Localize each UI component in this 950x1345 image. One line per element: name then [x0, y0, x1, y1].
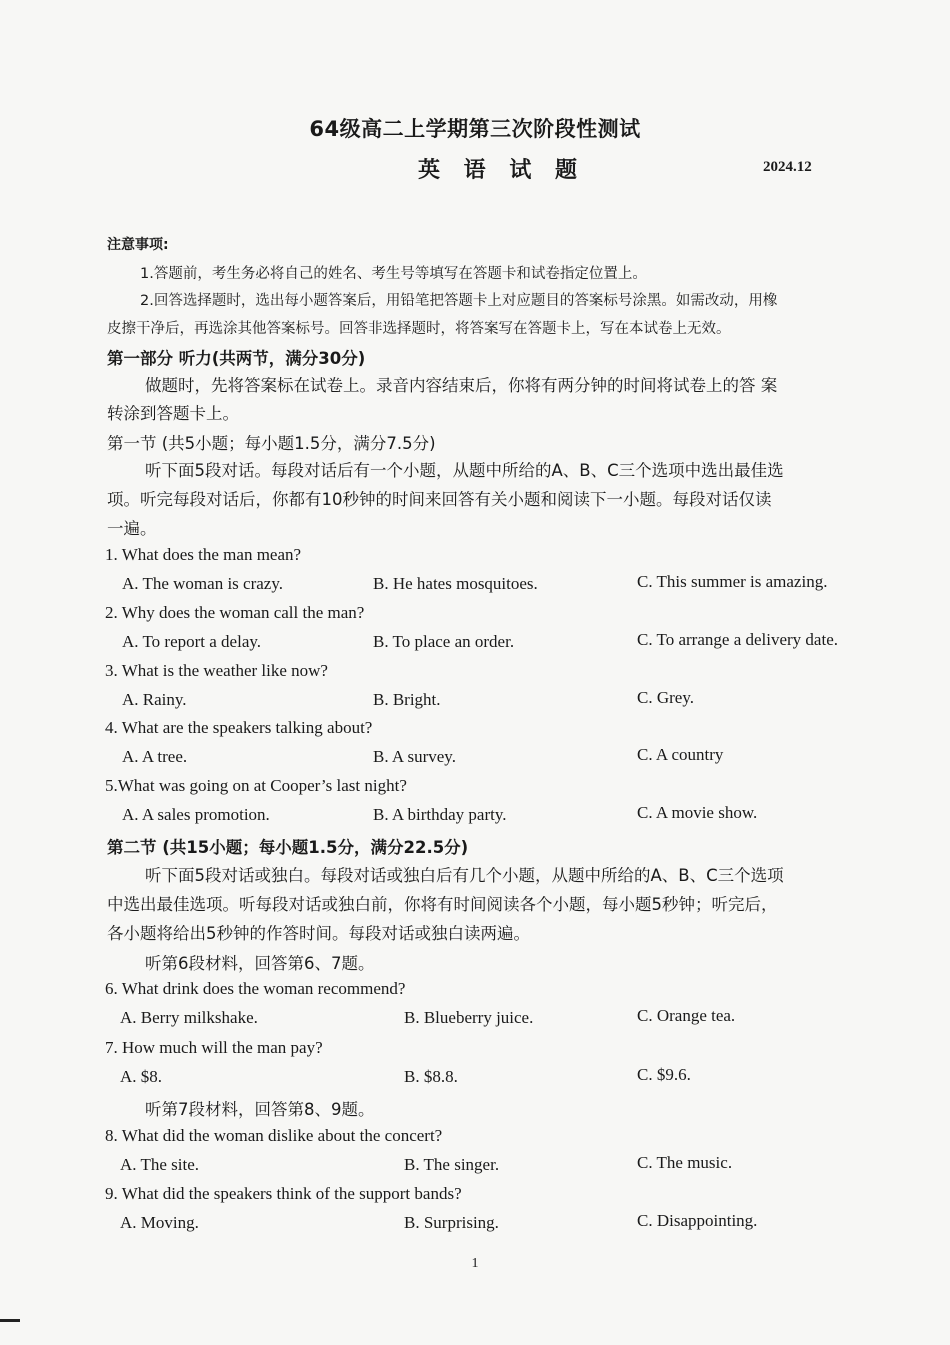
notice-item-2-line-1: 2.回答选择题时，选出每小题答案后，用铅笔把答题卡上对应题目的答案标号涂黑。如需改动，用橡	[140, 293, 778, 309]
question-stem: 2. Why does the woman call the man?	[105, 603, 365, 622]
section2-instruction-line-3: 各小题将给出5秒钟的作答时间。每段对话或独白读两遍。	[107, 924, 530, 943]
material-6-note: 听第6段材料，回答第6、7题。	[145, 954, 375, 973]
scan-edge-mark	[0, 1319, 20, 1322]
option-c: C. To arrange a delivery date.	[637, 630, 838, 649]
notice-item-1: 1.答题前，考生务必将自己的姓名、考生号等填写在答题卡和试卷指定位置上。	[140, 266, 647, 282]
option-b: B. Bright.	[373, 690, 441, 709]
option-b: B. To place an order.	[373, 632, 515, 651]
option-c: C. Grey.	[637, 688, 694, 707]
option-a: A. $8.	[120, 1067, 163, 1086]
question-stem: 6. What drink does the woman recommend?	[105, 979, 406, 998]
material-7-note: 听第7段材料，回答第8、9题。	[145, 1100, 375, 1119]
part1-instruction-line-2: 转涂到答题卡上。	[107, 404, 239, 423]
question-stem: 4. What are the speakers talking about?	[105, 718, 373, 737]
exam-title: 64级高二上学期第三次阶段性测试	[309, 117, 641, 141]
option-b: B. The singer.	[404, 1155, 500, 1174]
option-b: B. A survey.	[373, 747, 456, 766]
exam-subtitle: 英 语 试 题	[418, 158, 585, 183]
option-a: A. The site.	[120, 1155, 200, 1174]
option-a: A. To report a delay.	[122, 632, 262, 651]
option-b: B. A birthday party.	[373, 805, 507, 824]
notice-item-2-line-2: 皮擦干净后，再选涂其他答案标号。回答非选择题时，将答案写在答题卡上，写在本试卷上无效。	[107, 321, 731, 337]
option-a: A. A tree.	[122, 747, 188, 766]
section1-instruction-line-3: 一遍。	[107, 519, 157, 538]
question-stem: 5.What was going on at Cooper’s last night?	[105, 776, 407, 795]
option-c: C. A country	[637, 745, 724, 764]
question-stem: 9. What did the speakers think of the support bands?	[105, 1184, 462, 1203]
question-stem: 8. What did the woman dislike about the concert?	[105, 1126, 443, 1145]
part1-heading: 第一部分 听力(共两节，满分30分)	[107, 349, 366, 368]
option-a: A. Moving.	[120, 1213, 199, 1232]
option-c: C. A movie show.	[637, 803, 758, 822]
option-b: B. Blueberry juice.	[404, 1008, 534, 1027]
section1-instruction-line-1: 听下面5段对话。每段对话后有一个小题，从题中所给的A、B、C三个选项中选出最佳选	[145, 461, 784, 480]
page-number: 1	[471, 1256, 479, 1271]
section2-instruction-line-2: 中选出最佳选项。听每段对话或独白前，你将有时间阅读各个小题，每小题5秒钟；听完后，	[107, 895, 778, 914]
option-c: C. The music.	[637, 1153, 733, 1172]
notice-heading: 注意事项:	[107, 237, 169, 253]
option-a: A. A sales promotion.	[122, 805, 270, 824]
option-c: C. $9.6.	[637, 1065, 691, 1084]
option-a: A. The woman is crazy.	[122, 574, 283, 593]
section1-instruction-line-2: 项。听完每段对话后，你都有10秒钟的时间来回答有关小题和阅读下一小题。每段对话仅读	[107, 490, 772, 509]
option-b: B. Surprising.	[404, 1213, 499, 1232]
section1-heading: 第一节 (共5小题；每小题1.5分，满分7.5分)	[107, 434, 436, 453]
option-b: B. He hates mosquitoes.	[373, 574, 538, 593]
part1-instruction-line-1: 做题时，先将答案标在试卷上。录音内容结束后，你将有两分钟的时间将试卷上的答 案	[145, 376, 778, 395]
option-a: A. Rainy.	[122, 690, 187, 709]
option-c: C. Orange tea.	[637, 1006, 736, 1025]
section2-heading: 第二节 (共15小题；每小题1.5分，满分22.5分)	[107, 838, 469, 857]
option-a: A. Berry milkshake.	[120, 1008, 258, 1027]
option-b: B. $8.8.	[404, 1067, 458, 1086]
exam-date: 2024.12	[763, 159, 812, 175]
option-c: C. Disappointing.	[637, 1211, 758, 1230]
question-stem: 3. What is the weather like now?	[105, 661, 328, 680]
section2-instruction-line-1: 听下面5段对话或独白。每段对话或独白后有几个小题，从题中所给的A、B、C三个选项	[145, 866, 784, 885]
option-c: C. This summer is amazing.	[637, 572, 828, 591]
question-stem: 1. What does the man mean?	[105, 545, 302, 564]
question-stem: 7. How much will the man pay?	[105, 1038, 323, 1057]
